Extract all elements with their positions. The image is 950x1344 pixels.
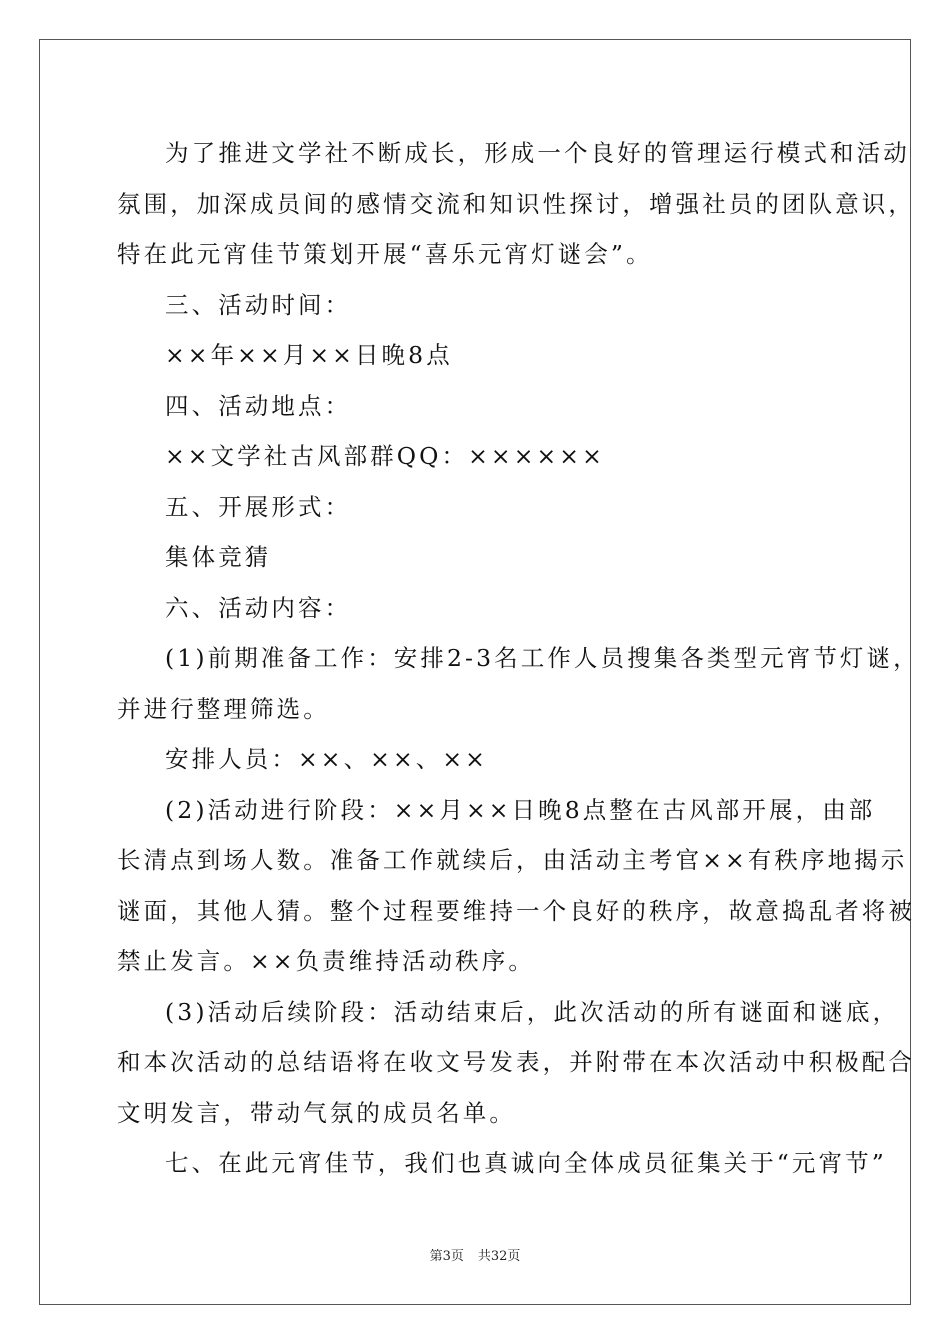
page-footer (0, 1249, 950, 1265)
text-line: 文明发言，带动气氛的成员名单。 (117, 1098, 516, 1127)
text-line: 禁止发言。××负责维持活动秩序。 (117, 947, 535, 975)
text-line: 安排人员：××、××、×× (165, 745, 488, 773)
text-line: (3)活动后续阶段：活动结束后，此次活动的所有谜面和谜底， (165, 997, 900, 1026)
total-pages-label: 共32页 (477, 1249, 521, 1264)
text-line: 六、活动内容： (165, 593, 352, 622)
text-line: 三、活动时间： (165, 290, 352, 319)
text-line: ××年××月××日晚8点 (165, 341, 453, 369)
text-line: 七、在此元宵佳节，我们也真诚向全体成员征集关于“元宵节” (165, 1149, 887, 1177)
text-line: 并进行整理筛选。 (117, 694, 330, 723)
text-line: (1)前期准备工作：安排2-3名工作人员搜集各类型元宵节灯谜， (165, 644, 920, 672)
text-line: 五、开展形式： (165, 492, 352, 521)
text-line: 谜面，其他人猜。整个过程要维持一个良好的秩序，故意捣乱者将被 (117, 896, 915, 925)
text-line: 特在此元宵佳节策划开展“喜乐元宵灯谜会”。 (117, 240, 653, 268)
text-line: 集体竞猜 (165, 543, 272, 571)
text-line: ××文学社古风部群QQ：×××××× (165, 442, 605, 470)
document-body (117, 128, 920, 1189)
text-line: 为了推进文学社不断成长，形成一个良好的管理运行模式和活动 (165, 139, 910, 167)
text-line: 氛围，加深成员间的感情交流和知识性探讨，增强社员的团队意识， (117, 189, 915, 218)
current-page-label: 第3页 (429, 1249, 464, 1264)
text-line: (2)活动进行阶段：××月××日晚8点整在古风部开展，由部 (165, 795, 876, 824)
text-line: 和本次活动的总结语将在收文号发表，并附带在本次活动中积极配合 (117, 1048, 915, 1076)
text-line: 长清点到场人数。准备工作就续后，由活动主考官××有秩序地揭示 (117, 846, 908, 874)
text-line: 四、活动地点： (165, 391, 352, 420)
